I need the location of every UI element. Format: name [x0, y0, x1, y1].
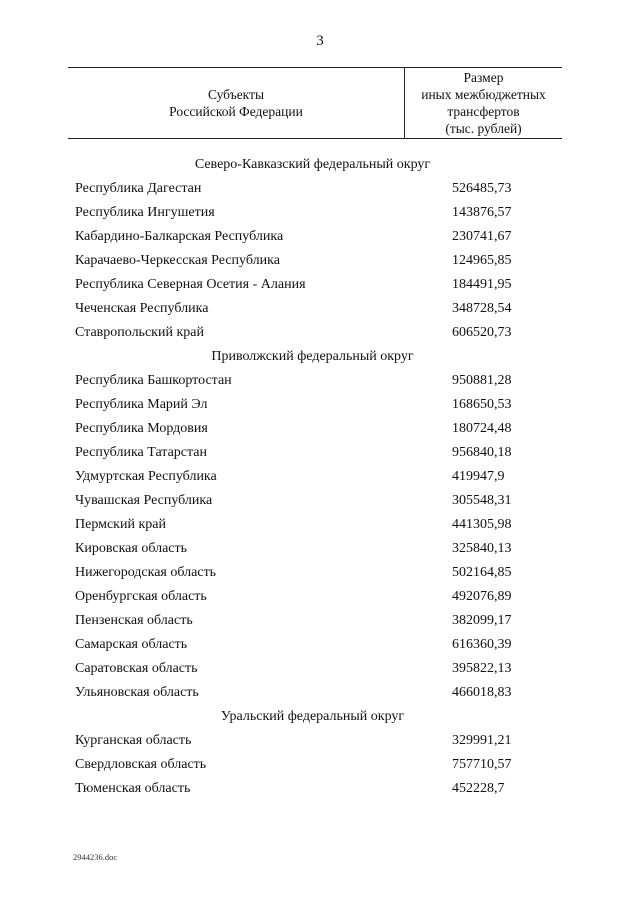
transfer-amount: 616360,39 [452, 637, 512, 652]
transfer-amount: 143876,57 [452, 205, 512, 220]
table-row [75, 177, 565, 201]
header-amount-column [405, 68, 562, 138]
subject-name: Удмуртская Республика [75, 469, 217, 484]
transfer-amount: 526485,73 [452, 181, 512, 196]
table-row [75, 417, 565, 441]
table-row [75, 393, 565, 417]
header-amount-line-3: трансфертов [447, 104, 520, 119]
subject-name: Ставропольский край [75, 325, 204, 340]
transfer-amount: 502164,85 [452, 565, 512, 580]
table-row [75, 441, 565, 465]
table-row [75, 249, 565, 273]
subject-name: Республика Ингушетия [75, 205, 215, 220]
header-amount-line-4: (тыс. рублей) [445, 121, 522, 136]
subject-name: Карачаево-Черкесская Республика [75, 253, 280, 268]
table-row [75, 609, 565, 633]
subject-name: Республика Марий Эл [75, 397, 208, 412]
subject-name: Республика Мордовия [75, 421, 208, 436]
table-row [75, 465, 565, 489]
subject-name: Кабардино-Балкарская Республика [75, 229, 284, 244]
subject-name: Свердловская область [75, 757, 207, 772]
subject-name: Пермский край [75, 517, 166, 532]
subject-name: Республика Северная Осетия - Алания [75, 277, 306, 292]
table-row [75, 537, 565, 561]
transfer-amount: 180724,48 [452, 421, 512, 436]
transfer-amount: 452228,7 [452, 781, 505, 796]
transfer-amount: 466018,83 [452, 685, 512, 700]
subject-name: Республика Башкортостан [75, 373, 232, 388]
subject-name: Тюменская область [75, 781, 191, 796]
district-heading: Уральский федеральный округ [220, 709, 405, 724]
table-row [75, 729, 565, 753]
subject-name: Чеченская Республика [75, 301, 209, 316]
transfer-amount: 382099,17 [452, 613, 512, 628]
table-row [75, 657, 565, 681]
table-row [75, 633, 565, 657]
transfer-amount: 124965,85 [452, 253, 512, 268]
table-row [75, 273, 565, 297]
table-row [75, 369, 565, 393]
transfer-amount: 184491,95 [452, 277, 512, 292]
table-row [75, 225, 565, 249]
transfer-amount: 348728,54 [452, 301, 512, 316]
subject-name: Оренбургская область [75, 589, 207, 604]
transfer-amount: 395822,13 [452, 661, 512, 676]
subject-name: Самарская область [75, 637, 188, 652]
table-row [75, 201, 565, 225]
table-row [75, 561, 565, 585]
table-body [75, 153, 565, 801]
transfer-amount: 606520,73 [452, 325, 512, 340]
transfer-amount: 325840,13 [452, 541, 512, 556]
table-row [75, 753, 565, 777]
table-row [75, 297, 565, 321]
table-row [75, 513, 565, 537]
subject-name: Саратовская область [75, 661, 198, 676]
page-number: 3 [316, 33, 324, 49]
table-row [75, 777, 565, 801]
district-heading: Приволжский федеральный округ [211, 349, 414, 364]
transfer-amount: 419947,9 [452, 469, 505, 484]
header-amount-line-1: Размер [463, 70, 504, 85]
header-subjects-column [68, 68, 404, 138]
subject-name: Курганская область [75, 733, 192, 748]
transfer-amount: 757710,57 [452, 757, 512, 772]
header-subjects-line-2: Российской Федерации [169, 104, 303, 119]
transfer-amount: 168650,53 [452, 397, 512, 412]
header-amount-line-2: иных межбюджетных [421, 87, 546, 102]
table-header [68, 67, 562, 139]
district-heading: Северо-Кавказский федеральный округ [194, 157, 431, 172]
transfer-amount: 329991,21 [452, 733, 512, 748]
transfer-amount: 950881,28 [452, 373, 512, 388]
subject-name: Пензенская область [75, 613, 193, 628]
table-row [75, 585, 565, 609]
header-subjects-line-1: Субъекты [207, 87, 265, 102]
subject-name: Республика Татарстан [75, 445, 208, 460]
table-row [75, 321, 565, 345]
subject-name: Республика Дагестан [75, 181, 202, 196]
subject-name: Ульяновская область [75, 685, 199, 700]
transfer-amount: 305548,31 [452, 493, 512, 508]
subject-name: Нижегородская область [75, 565, 217, 580]
transfer-amount: 492076,89 [452, 589, 512, 604]
document-file-name: 2944236.doc [73, 852, 118, 862]
transfer-amount: 230741,67 [452, 229, 512, 244]
transfer-amount: 441305,98 [452, 517, 512, 532]
table-row [75, 489, 565, 513]
table-row [75, 681, 565, 705]
subject-name: Кировская область [75, 541, 188, 556]
subject-name: Чувашская Республика [75, 493, 213, 508]
transfer-amount: 956840,18 [452, 445, 512, 460]
